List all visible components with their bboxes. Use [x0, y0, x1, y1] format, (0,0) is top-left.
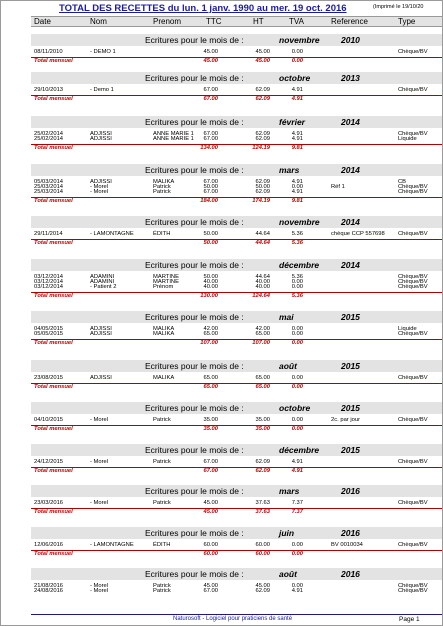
- month-header: [31, 485, 442, 497]
- col-nom: Nom: [90, 17, 107, 26]
- month-label: Ecritures pour le mois de :: [145, 117, 244, 127]
- cell-ttc: 45.00: [203, 583, 218, 589]
- total-ttc: 65.00: [203, 384, 218, 390]
- total-tva: 0.00: [291, 426, 303, 432]
- cell-ttc: 35.00: [203, 417, 218, 423]
- cell-tva: 4.91: [291, 131, 303, 137]
- cell-tva: 0.00: [291, 375, 303, 381]
- monthly-total-row: [31, 95, 442, 102]
- month-year: 2014: [341, 260, 360, 270]
- cell-tva: 4.91: [291, 459, 303, 465]
- cell-date: 03/12/2014: [34, 274, 64, 280]
- cell-tva: 0.00: [291, 542, 303, 548]
- monthly-total-row: [31, 508, 442, 515]
- total-label: Total mensuel: [34, 145, 73, 151]
- total-tva: 9.81: [291, 198, 303, 204]
- total-label: Total mensuel: [34, 340, 73, 346]
- cell-ttc: 65.00: [203, 375, 218, 381]
- cell-type: Chèque/BV: [398, 49, 428, 55]
- total-tva: 7.37: [291, 509, 303, 515]
- cell-type: Chèque/BV: [398, 184, 428, 190]
- month-label: Ecritures pour le mois de :: [145, 217, 244, 227]
- total-label: Total mensuel: [34, 468, 73, 474]
- table-row: [31, 231, 442, 237]
- month-year: 2010: [341, 35, 360, 45]
- cell-tva: 0.00: [291, 279, 303, 285]
- table-header: [31, 16, 442, 27]
- cell-tva: 7.37: [291, 500, 303, 506]
- total-ttc: 50.00: [203, 240, 218, 246]
- cell-date: 03/12/2014: [34, 284, 64, 290]
- cell-nom: ADJISSI: [90, 179, 112, 185]
- month-year: 2014: [341, 165, 360, 175]
- monthly-total-row: [31, 144, 442, 151]
- cell-tva: 5.36: [291, 231, 303, 237]
- cell-date: 23/03/2016: [34, 500, 64, 506]
- monthly-total-row: [31, 292, 442, 299]
- col-tva: TVA: [289, 17, 304, 26]
- cell-ht: 65.00: [255, 375, 270, 381]
- cell-tva: 4.91: [291, 136, 303, 142]
- cell-ttc: 50.00: [203, 231, 218, 237]
- cell-tva: 4.91: [291, 189, 303, 195]
- col-reference: Reference: [331, 17, 368, 26]
- month-name: octobre: [279, 403, 311, 413]
- cell-reference: chèque CCP 557698: [331, 231, 385, 237]
- month-label: Ecritures pour le mois de :: [145, 528, 244, 538]
- cell-nom: - Demo 1: [90, 87, 114, 93]
- col-ttc: TTC: [206, 17, 222, 26]
- cell-type: Chèque/BV: [398, 583, 428, 589]
- total-ht: 37.63: [255, 509, 270, 515]
- table-row: [31, 375, 442, 381]
- month-year: 2015: [341, 403, 360, 413]
- cell-nom: - LAMONTAGNE: [90, 231, 134, 237]
- cell-type: Chèque/BV: [398, 417, 428, 423]
- col-ht: HT: [253, 17, 264, 26]
- month-header: [31, 164, 442, 176]
- total-ttc: 184.00: [200, 198, 218, 204]
- total-tva: 4.91: [291, 468, 303, 474]
- month-name: décembre: [279, 260, 320, 270]
- month-year: 2013: [341, 73, 360, 83]
- cell-prenom: Patrick: [153, 189, 171, 195]
- cell-prenom: MALIKA: [153, 331, 175, 337]
- monthly-total-row: [31, 383, 442, 390]
- total-ttc: 35.00: [203, 426, 218, 432]
- cell-tva: 0.00: [291, 331, 303, 337]
- page-number: Page 1: [399, 616, 420, 623]
- month-label: Ecritures pour le mois de :: [145, 35, 244, 45]
- cell-tva: 4.91: [291, 588, 303, 594]
- cell-reference: 2c. par jour: [331, 417, 360, 423]
- total-tva: 0.00: [291, 384, 303, 390]
- table-row: [31, 500, 442, 506]
- cell-prenom: ANNE MARIE 1: [153, 131, 194, 137]
- cell-nom: ADJISSI: [90, 375, 112, 381]
- cell-date: 23/08/2015: [34, 375, 64, 381]
- month-year: 2016: [341, 569, 360, 579]
- cell-type: Liquide: [398, 326, 417, 332]
- cell-prenom: Prénom: [153, 284, 174, 290]
- month-year: 2015: [341, 361, 360, 371]
- total-ht: 60.00: [255, 551, 270, 557]
- month-header: [31, 216, 442, 228]
- month-header: [31, 116, 442, 128]
- col-type: Type: [398, 17, 416, 26]
- cell-ht: 45.00: [255, 583, 270, 589]
- cell-nom: ADJISSI: [90, 136, 112, 142]
- monthly-total-row: [31, 57, 442, 64]
- cell-type: Chèque/BV: [398, 189, 428, 195]
- total-ht: 124.19: [252, 145, 270, 151]
- month-name: août: [279, 361, 297, 371]
- cell-ttc: 45.00: [203, 500, 218, 506]
- cell-date: 04/10/2015: [34, 417, 64, 423]
- total-ht: 107.00: [252, 340, 270, 346]
- total-ttc: 107.00: [200, 340, 218, 346]
- cell-ttc: 60.00: [203, 542, 218, 548]
- month-label: Ecritures pour le mois de :: [145, 569, 244, 579]
- col-prenom: Prenom: [153, 17, 182, 26]
- total-label: Total mensuel: [34, 198, 73, 204]
- total-ht: 35.00: [255, 426, 270, 432]
- cell-ttc: 42.00: [203, 326, 218, 332]
- total-tva: 9.81: [291, 145, 303, 151]
- cell-prenom: ÉDITH: [153, 542, 171, 548]
- footer-divider: [31, 614, 442, 615]
- month-label: Ecritures pour le mois de :: [145, 403, 244, 413]
- cell-prenom: Patrick: [153, 500, 171, 506]
- col-date: Date: [34, 17, 51, 26]
- total-label: Total mensuel: [34, 509, 73, 515]
- month-header: [31, 311, 442, 323]
- total-ht: 62.09: [255, 468, 270, 474]
- cell-prenom: MARTINE: [153, 279, 179, 285]
- cell-date: 21/08/2016: [34, 583, 64, 589]
- total-ht: 62.09: [255, 96, 270, 102]
- cell-prenom: MALIKA: [153, 326, 175, 332]
- cell-type: Chèque/BV: [398, 375, 428, 381]
- cell-ttc: 67.00: [203, 459, 218, 465]
- total-tva: 4.91: [291, 96, 303, 102]
- total-ht: 124.64: [252, 293, 270, 299]
- cell-ttc: 40.00: [203, 284, 218, 290]
- cell-nom: ADJISSI: [90, 131, 112, 137]
- cell-nom: ADJISSI: [90, 331, 112, 337]
- cell-nom: - Morel: [90, 500, 109, 506]
- total-label: Total mensuel: [34, 58, 73, 64]
- total-tva: 0.00: [291, 551, 303, 557]
- month-header: [31, 568, 442, 580]
- month-name: mars: [279, 486, 300, 496]
- cell-type: Chèque/BV: [398, 331, 428, 337]
- cell-date: 25/02/2014: [34, 131, 64, 137]
- cell-type: Chèque/BV: [398, 274, 428, 280]
- cell-date: 29/11/2014: [34, 231, 63, 237]
- cell-ttc: 50.00: [203, 274, 218, 280]
- cell-nom: ADAMINI: [90, 279, 115, 285]
- monthly-total-row: [31, 550, 442, 557]
- cell-ht: 45.00: [255, 49, 270, 55]
- month-label: Ecritures pour le mois de :: [145, 312, 244, 322]
- cell-ht: 35.00: [255, 417, 270, 423]
- cell-type: Chèque/BV: [398, 588, 428, 594]
- table-row: [31, 136, 442, 142]
- month-header: [31, 34, 442, 46]
- total-ttc: 45.00: [203, 58, 218, 64]
- month-header: [31, 360, 442, 372]
- cell-type: CB: [398, 179, 407, 185]
- month-header: [31, 72, 442, 84]
- monthly-total-row: [31, 425, 442, 432]
- month-name: février: [279, 117, 305, 127]
- cell-date: 29/10/2013: [34, 87, 64, 93]
- table-row: [31, 459, 442, 465]
- table-row: [31, 542, 442, 548]
- cell-ht: 62.09: [255, 131, 270, 137]
- cell-prenom: Patrick: [153, 459, 171, 465]
- cell-type: Chèque/BV: [398, 284, 428, 290]
- cell-nom: ADJISSI: [90, 326, 112, 332]
- cell-ht: 37.63: [255, 500, 270, 506]
- cell-ht: 42.00: [255, 326, 270, 332]
- cell-type: Chèque/BV: [398, 500, 428, 506]
- month-header: [31, 444, 442, 456]
- month-name: octobre: [279, 73, 311, 83]
- cell-date: 25/03/2014: [34, 189, 64, 195]
- cell-ht: 44.64: [255, 231, 270, 237]
- month-name: mars: [279, 165, 300, 175]
- cell-tva: 0.00: [291, 49, 303, 55]
- cell-tva: 0.00: [291, 284, 303, 290]
- cell-nom: - Morel: [90, 417, 109, 423]
- total-ht: 44.64: [255, 240, 270, 246]
- cell-type: Liquide: [398, 136, 417, 142]
- cell-ht: 40.00: [255, 279, 270, 285]
- cell-type: Chèque/BV: [398, 279, 428, 285]
- total-label: Total mensuel: [34, 96, 73, 102]
- month-header: [31, 402, 442, 414]
- cell-date: 24/12/2015: [34, 459, 64, 465]
- month-year: 2014: [341, 117, 360, 127]
- cell-ht: 60.00: [255, 542, 270, 548]
- cell-date: 24/08/2016: [34, 588, 64, 594]
- cell-ht: 50.00: [255, 184, 270, 190]
- cell-ht: 65.00: [255, 331, 270, 337]
- cell-ttc: 67.00: [203, 87, 218, 93]
- total-ht: 65.00: [255, 384, 270, 390]
- table-row: [31, 331, 442, 337]
- cell-tva: 4.91: [291, 87, 303, 93]
- cell-ht: 62.09: [255, 179, 270, 185]
- cell-ttc: 40.00: [203, 279, 218, 285]
- footer-text: Naturosoft - Logiciel pour praticiens de santé: [173, 616, 293, 622]
- cell-date: 03/12/2014: [34, 279, 64, 285]
- cell-date: 04/05/2015: [34, 326, 64, 332]
- month-header: [31, 527, 442, 539]
- month-year: 2016: [341, 528, 360, 538]
- month-header: [31, 259, 442, 271]
- cell-prenom: MALIKA: [153, 375, 175, 381]
- cell-nom: - LAMONTAGNE: [90, 542, 134, 548]
- total-label: Total mensuel: [34, 293, 73, 299]
- month-year: 2016: [341, 486, 360, 496]
- total-tva: 0.00: [291, 58, 303, 64]
- cell-prenom: Patrick: [153, 184, 171, 190]
- cell-date: 12/06/2016: [34, 542, 64, 548]
- monthly-total-row: [31, 197, 442, 204]
- cell-date: 05/03/2014: [34, 179, 64, 185]
- month-year: 2015: [341, 312, 360, 322]
- cell-tva: 0.00: [291, 184, 303, 190]
- total-ttc: 45.00: [203, 509, 218, 515]
- cell-reference: Réf 1: [331, 184, 345, 190]
- month-name: novembre: [279, 217, 320, 227]
- total-label: Total mensuel: [34, 426, 73, 432]
- total-ht: 45.00: [255, 58, 270, 64]
- cell-ht: 62.09: [255, 459, 270, 465]
- table-row: [31, 284, 442, 290]
- cell-tva: 0.00: [291, 326, 303, 332]
- cell-ht: 44.64: [255, 274, 270, 280]
- table-row: [31, 49, 442, 55]
- cell-type: Chèque/BV: [398, 131, 428, 137]
- cell-nom: - Morel: [90, 583, 109, 589]
- month-year: 2014: [341, 217, 360, 227]
- cell-type: Chèque/BV: [398, 231, 428, 237]
- month-label: Ecritures pour le mois de :: [145, 361, 244, 371]
- total-tva: 0.00: [291, 340, 303, 346]
- month-year: 2015: [341, 445, 360, 455]
- printed-date: (Imprimé le 19/10/20: [373, 4, 424, 10]
- cell-ttc: 67.00: [203, 136, 218, 142]
- total-tva: 5.36: [291, 293, 303, 299]
- table-row: [31, 588, 442, 594]
- cell-type: Chèque/BV: [398, 542, 428, 548]
- cell-ht: 62.09: [255, 87, 270, 93]
- cell-tva: 0.00: [291, 417, 303, 423]
- cell-ttc: 67.00: [203, 588, 218, 594]
- cell-ttc: 50.00: [203, 184, 218, 190]
- cell-nom: - Morel: [90, 189, 109, 195]
- total-tva: 5.36: [291, 240, 303, 246]
- cell-reference: BV 0010034: [331, 542, 363, 548]
- total-ttc: 60.00: [203, 551, 218, 557]
- month-label: Ecritures pour le mois de :: [145, 165, 244, 175]
- cell-prenom: MARTINE: [153, 274, 179, 280]
- cell-ttc: 45.00: [203, 49, 218, 55]
- table-row: [31, 417, 442, 423]
- month-label: Ecritures pour le mois de :: [145, 73, 244, 83]
- cell-ht: 62.09: [255, 136, 270, 142]
- cell-type: Chèque/BV: [398, 87, 428, 93]
- cell-date: 05/05/2015: [34, 331, 64, 337]
- month-label: Ecritures pour le mois de :: [145, 486, 244, 496]
- cell-date: 25/02/2014: [34, 136, 64, 142]
- cell-ttc: 67.00: [203, 189, 218, 195]
- cell-prenom: ÉDITH: [153, 231, 171, 237]
- total-ht: 174.19: [252, 198, 270, 204]
- cell-prenom: ANNE MARIE 1: [153, 136, 194, 142]
- table-row: [31, 189, 442, 195]
- month-name: décembre: [279, 445, 320, 455]
- cell-tva: 5.36: [291, 274, 303, 280]
- cell-type: Chèque/BV: [398, 459, 428, 465]
- month-name: juin: [279, 528, 295, 538]
- cell-ht: 62.09: [255, 588, 270, 594]
- cell-date: 08/11/2010: [34, 49, 63, 55]
- month-name: août: [279, 569, 297, 579]
- cell-ht: 40.00: [255, 284, 270, 290]
- table-row: [31, 87, 442, 93]
- cell-tva: 0.00: [291, 583, 303, 589]
- cell-nom: - Morel: [90, 459, 109, 465]
- cell-date: 25/03/2014: [34, 184, 64, 190]
- month-label: Ecritures pour le mois de :: [145, 260, 244, 270]
- cell-nom: - Morel: [90, 588, 109, 594]
- cell-nom: - Morel: [90, 184, 109, 190]
- report-title: TOTAL DES RECETTES du lun. 1 janv. 1990 au mer. 19 oct. 2016: [59, 3, 347, 14]
- cell-nom: - DEMO 1: [90, 49, 116, 55]
- total-label: Total mensuel: [34, 551, 73, 557]
- cell-ttc: 67.00: [203, 131, 218, 137]
- cell-prenom: Patrick: [153, 417, 171, 423]
- cell-ttc: 65.00: [203, 331, 218, 337]
- monthly-total-row: [31, 239, 442, 246]
- monthly-total-row: [31, 467, 442, 474]
- monthly-total-row: [31, 339, 442, 346]
- cell-nom: ADAMINI: [90, 274, 115, 280]
- total-label: Total mensuel: [34, 384, 73, 390]
- cell-prenom: Patrick: [153, 583, 171, 589]
- month-name: mai: [279, 312, 294, 322]
- total-ttc: 67.00: [203, 96, 218, 102]
- total-ttc: 67.00: [203, 468, 218, 474]
- cell-ttc: 67.00: [203, 179, 218, 185]
- month-name: novembre: [279, 35, 320, 45]
- cell-ht: 62.09: [255, 189, 270, 195]
- cell-nom: - Patient 2: [90, 284, 117, 290]
- month-label: Ecritures pour le mois de :: [145, 445, 244, 455]
- total-ttc: 130.00: [200, 293, 218, 299]
- total-label: Total mensuel: [34, 240, 73, 246]
- total-ttc: 134.00: [200, 145, 218, 151]
- cell-prenom: Patrick: [153, 588, 171, 594]
- cell-tva: 4.91: [291, 179, 303, 185]
- cell-prenom: MALIKA: [153, 179, 175, 185]
